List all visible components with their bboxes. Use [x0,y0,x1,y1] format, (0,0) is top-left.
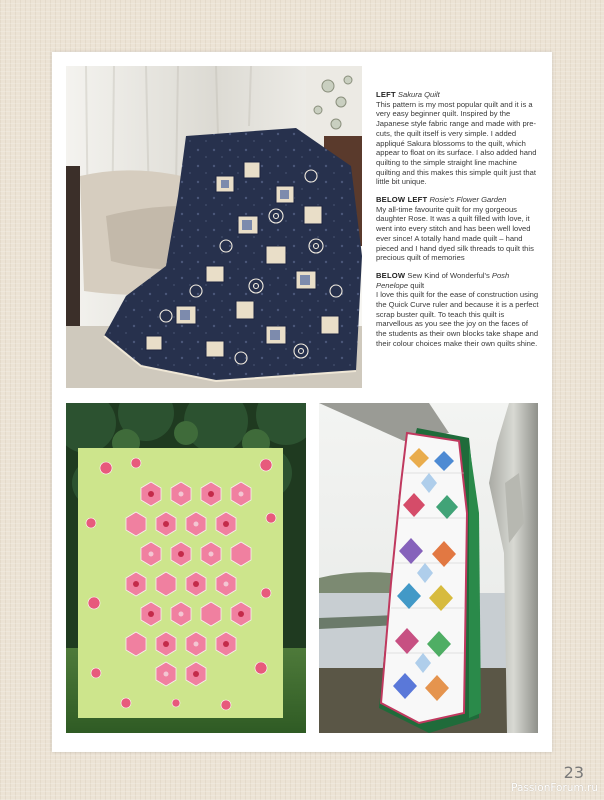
caption-title-suffix: quilt [410,280,425,290]
caption-title: Posh Penelope [376,270,510,290]
caption-rosie [376,195,540,263]
caption-title-plain: Sew Kind of Wonderful's [407,270,490,280]
caption-title: Sakura Quilt [397,90,440,99]
caption-title: Rosie's Flower Garden [429,195,507,205]
rosies-flower-garden-photo [66,403,306,733]
caption-label: BELOW LEFT [376,195,428,205]
caption-body: My all-time favourite quilt for my gorgeous daughter Rose. It was a quilt filled with love, it went into every stitch and has been well loved ever since! A totally hand made quilt – hand pieced and I hand dyed silk threads to quilt this precious quilt of memories [376,204,534,263]
captions-column [376,90,540,357]
caption-posh [376,271,540,349]
page-number: 23 [563,763,584,782]
sakura-quilt-photo [66,66,362,388]
posh-penelope-photo [319,403,538,733]
caption-label: BELOW [376,270,406,280]
caption-label: LEFT [376,90,396,99]
watermark: PassionForum.ru [511,782,598,794]
caption-sakura [376,90,540,187]
caption-body: I love this quilt for the ease of construction using the Quick Curve ruler and because it is a perfect scrap buster quilt. To teach this quilt is marvellous as you see the joy on the faces of the students as their own blocks take shape and their colour choices make their own quilts shine. [376,290,539,348]
caption-body: This pattern is my most popular quilt and it is a very easy beginner quilt. Inspired by the Japanese style fabric range and made with pre-cuts, the quilt itself is very simple. I added appliqué Sakura blossoms to the quilt, which appear to float on its surface. I also added hand quilting to the simple straight line machine quilting and this makes this simple quilt just that little bit unique. [376,99,537,187]
